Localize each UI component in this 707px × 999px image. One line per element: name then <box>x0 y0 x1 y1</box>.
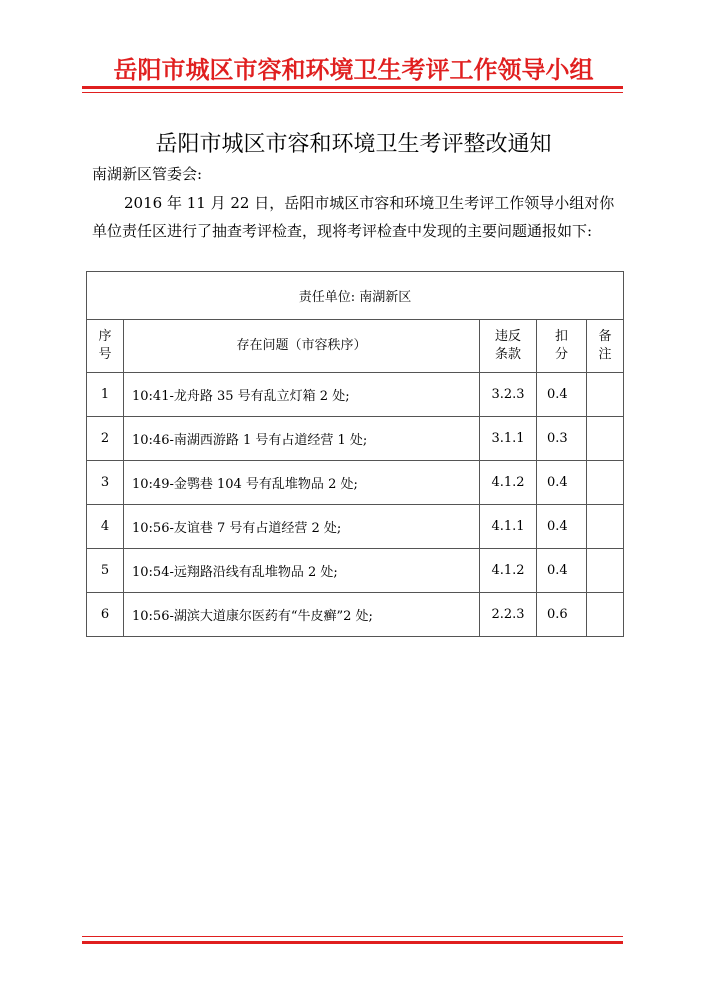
col-header-issue: 存在问题（市容秩序） <box>124 320 480 373</box>
row-issue: 10:49-金鹗巷 104 号有乱堆物品 2 处; <box>124 461 480 505</box>
row-note <box>587 417 624 461</box>
responsible-unit: 责任单位: 南湖新区 <box>87 272 624 320</box>
row-deduction: 0.4 <box>537 505 587 549</box>
issues-table <box>86 271 624 637</box>
row-num: 4 <box>87 505 124 549</box>
col-header-deduction <box>537 320 587 373</box>
table-header-row <box>87 320 624 373</box>
row-clause: 4.1.1 <box>480 505 537 549</box>
header-divider-thin <box>82 92 623 93</box>
table-row <box>87 417 624 461</box>
notice-body: 2016 年 11 月 22 日，岳阳市城区市容和环境卫生考评工作领导小组对你单位责任区进行了抽查考评检查，现将考评检查中发现的主要问题通报如下: <box>92 194 615 240</box>
row-note <box>587 593 624 637</box>
row-issue: 10:46-南湖西游路 1 号有占道经营 1 处; <box>124 417 480 461</box>
row-num: 3 <box>87 461 124 505</box>
row-note <box>587 505 624 549</box>
row-deduction: 0.3 <box>537 417 587 461</box>
row-clause: 4.1.2 <box>480 461 537 505</box>
row-deduction: 0.4 <box>537 373 587 417</box>
col-header-note-text: 备注 <box>598 329 612 362</box>
row-clause: 2.2.3 <box>480 593 537 637</box>
recipient: 南湖新区管委会: <box>92 165 203 183</box>
row-clause: 3.2.3 <box>480 373 537 417</box>
row-note <box>587 461 624 505</box>
table-row <box>87 461 624 505</box>
row-issue: 10:56-友谊巷 7 号有占道经营 2 处; <box>124 505 480 549</box>
row-deduction: 0.4 <box>537 461 587 505</box>
row-num: 6 <box>87 593 124 637</box>
unit-row <box>87 272 624 320</box>
table-row <box>87 549 624 593</box>
row-clause: 4.1.2 <box>480 549 537 593</box>
col-header-num <box>87 320 124 373</box>
col-header-clause-text: 违反条款 <box>494 329 521 362</box>
table-row <box>87 593 624 637</box>
col-header-clause <box>480 320 537 373</box>
footer-divider-thin <box>82 936 623 937</box>
row-issue: 10:56-湖滨大道康尔医药有“牛皮癣”2 处; <box>124 593 480 637</box>
table-row <box>87 373 624 417</box>
table-row <box>87 505 624 549</box>
row-num: 5 <box>87 549 124 593</box>
row-issue: 10:54-远翔路沿线有乱堆物品 2 处; <box>124 549 480 593</box>
row-num: 1 <box>87 373 124 417</box>
header-divider-thick <box>82 86 623 89</box>
row-deduction: 0.6 <box>537 593 587 637</box>
row-deduction: 0.4 <box>537 549 587 593</box>
issuing-org-title: 岳阳市城区市容和环境卫生考评工作领导小组 <box>113 55 594 84</box>
col-header-num-text: 序号 <box>98 329 112 362</box>
row-clause: 3.1.1 <box>480 417 537 461</box>
row-note <box>587 549 624 593</box>
col-header-deduction-text: 扣分 <box>554 329 568 362</box>
footer-divider-thick <box>82 941 623 944</box>
row-issue: 10:41-龙舟路 35 号有乱立灯箱 2 处; <box>124 373 480 417</box>
row-note <box>587 373 624 417</box>
notice-title: 岳阳市城区市容和环境卫生考评整改通知 <box>155 132 552 157</box>
col-header-note <box>587 320 624 373</box>
row-num: 2 <box>87 417 124 461</box>
